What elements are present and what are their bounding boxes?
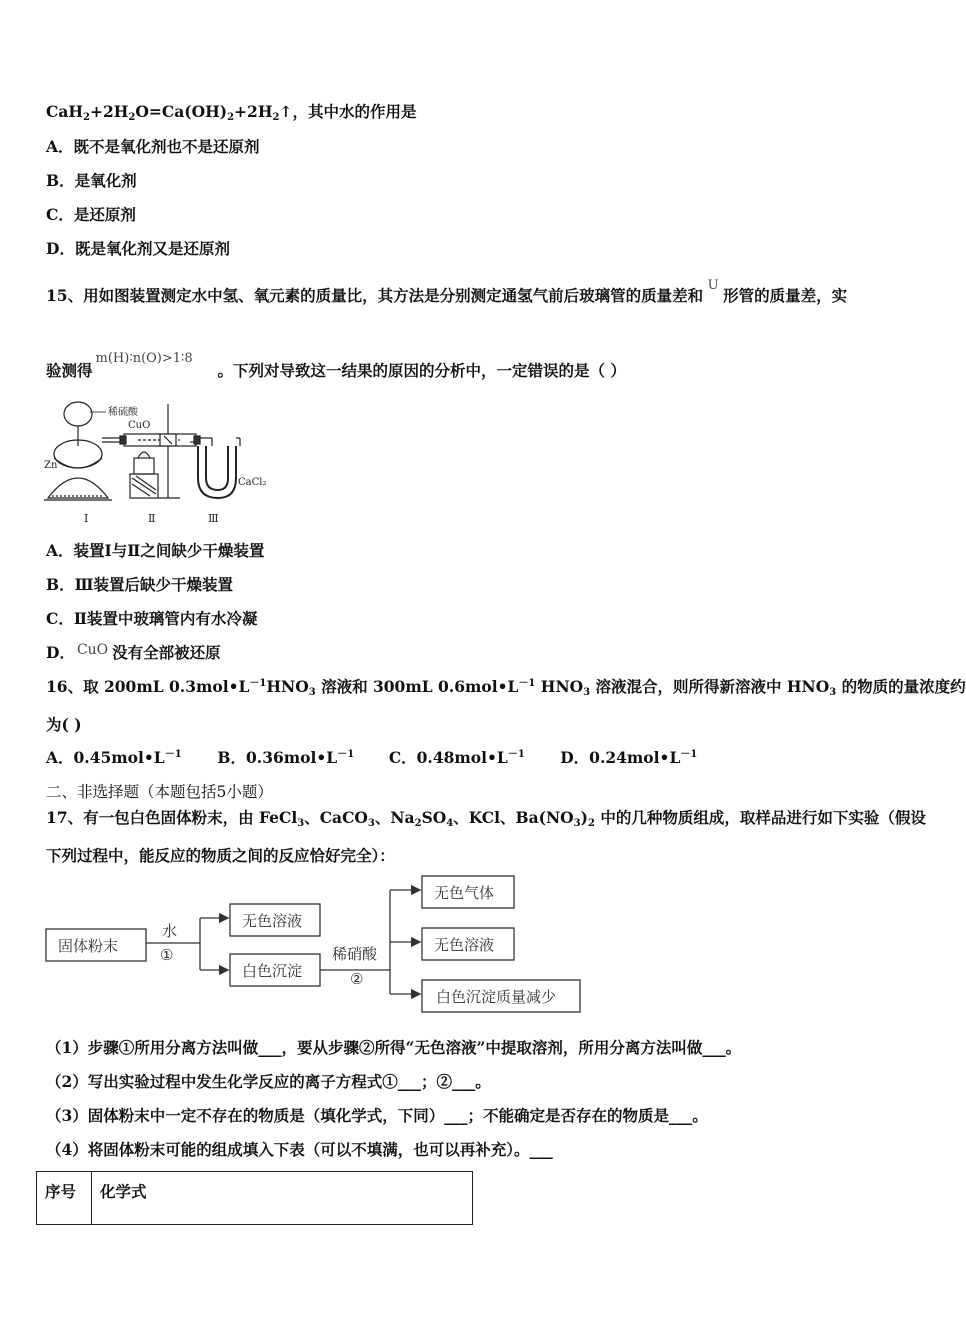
q17-sub1: （1）步骤①所用分离方法叫做___，要从步骤②所得“无色溶液”中提取溶剂，所用分离方法叫做___。 [46, 1038, 742, 1057]
q15-option-d: D． CuO 没有全部被还原 [46, 642, 221, 662]
flow-start-box: 固体粉末 [58, 937, 119, 955]
q17-stem-line1: 17、有一包白色固体粉末，由 FeCl3、CaCO3、Na2SO4、KCl、Ba(NO3)2 中的几种物质组成，取样品进行如下实验（假设 [46, 808, 926, 829]
q15-option-a: A．装置Ⅰ与Ⅱ之间缺少干燥装置 [46, 541, 265, 560]
q16-stem-line2: 为( ) [46, 715, 82, 734]
label-zn: Zn [44, 460, 58, 471]
flow-box-white-precipitate: 白色沉淀 [242, 962, 303, 980]
flow-step2-reagent: 稀硝酸 [332, 945, 378, 963]
label-II: Ⅱ [148, 512, 156, 525]
flow-step1-reagent: 水 [162, 922, 178, 940]
q14-option-d: D．既是氧化剂又是还原剂 [46, 239, 230, 258]
composition-table [36, 1171, 473, 1225]
table-header-formula: 化学式 [92, 1172, 473, 1225]
q16-stem-line1: 16、取 200mL $0.3mol•L^{-1}HNO3$ 溶液和 300mL $0.6mol•L^{-1}$ HNO3 溶液混合，则所得新溶液中 HNO3 的物质的量浓度约 [46, 677, 966, 698]
label-cacl2: CaCl₂ [238, 477, 267, 488]
table-header-index: 序号 [37, 1172, 92, 1225]
q17-sub4: （4）将固体粉末可能的组成填入下表（可以不填满，也可以再补充）。___ [46, 1140, 553, 1159]
q14-option-a: A．既不是氧化剂也不是还原剂 [46, 137, 260, 156]
apparatus-figure [40, 398, 280, 528]
q17-sub2: （2）写出实验过程中发生化学反应的离子方程式①___；②___。 [46, 1072, 491, 1091]
u-tube-symbol: U [707, 278, 719, 293]
q17-sub3: （3）固体粉末中一定不存在的物质是（填化学式，下同）___；不能确定是否存在的物质是___。 [46, 1106, 708, 1125]
label-cuo: CuO [128, 420, 151, 431]
q16-option-d: D．0.24mol•L－1 [560, 748, 698, 767]
q14-option-c: C．是还原剂 [46, 205, 136, 224]
q15-stem-line2: 验测得m(H)∶n(O)>1∶8。下列对导致这一结果的原因的分析中，一定错误的是（ ） [46, 351, 626, 380]
mass-ratio-formula: m(H)∶n(O)>1∶8 [95, 351, 193, 366]
q15-stem-line1: 15、用如图装置测定水中氢、氧元素的质量比，其方法是分别测定通氢气前后玻璃管的质量差和U形管的质量差，实 [46, 278, 848, 305]
cuo-formula: CuO [76, 642, 109, 658]
flow-step2-number: ② [350, 970, 364, 988]
flow-step1-number: ① [160, 946, 174, 964]
q16-option-c: C．0.48mol•L－1 [388, 748, 525, 767]
q14-option-b: B．是氧化剂 [46, 171, 137, 190]
q15-option-c: C．Ⅱ装置中玻璃管内有水冷凝 [46, 609, 258, 628]
q16-option-a: A．0.45mol•L－1 [46, 748, 182, 767]
q15-option-b: B．Ⅲ装置后缺少干燥装置 [46, 575, 233, 594]
label-acid: 稀硫酸 [108, 407, 138, 418]
flow-out-precipitate: 白色沉淀质量减少 [436, 988, 557, 1006]
flow-box-colorless-solution: 无色溶液 [242, 912, 303, 930]
label-I: Ⅰ [84, 512, 89, 525]
label-III: Ⅲ [208, 512, 219, 525]
flow-chart [40, 870, 590, 1018]
section-heading: 二、非选择题（本题包括5小题） [46, 783, 273, 801]
q16-option-b: B．0.36mol•L－1 [217, 748, 355, 767]
flow-out-gas: 无色气体 [434, 884, 495, 902]
q16-options [46, 748, 697, 771]
q14-stem: CaH2+2H2O=Ca(OH)2+2H2↑，其中水的作用是 [46, 102, 417, 123]
q17-stem-line2: 下列过程中，能反应的物质之间的反应恰好完全）： [46, 846, 395, 865]
flow-out-solution: 无色溶液 [434, 936, 495, 954]
